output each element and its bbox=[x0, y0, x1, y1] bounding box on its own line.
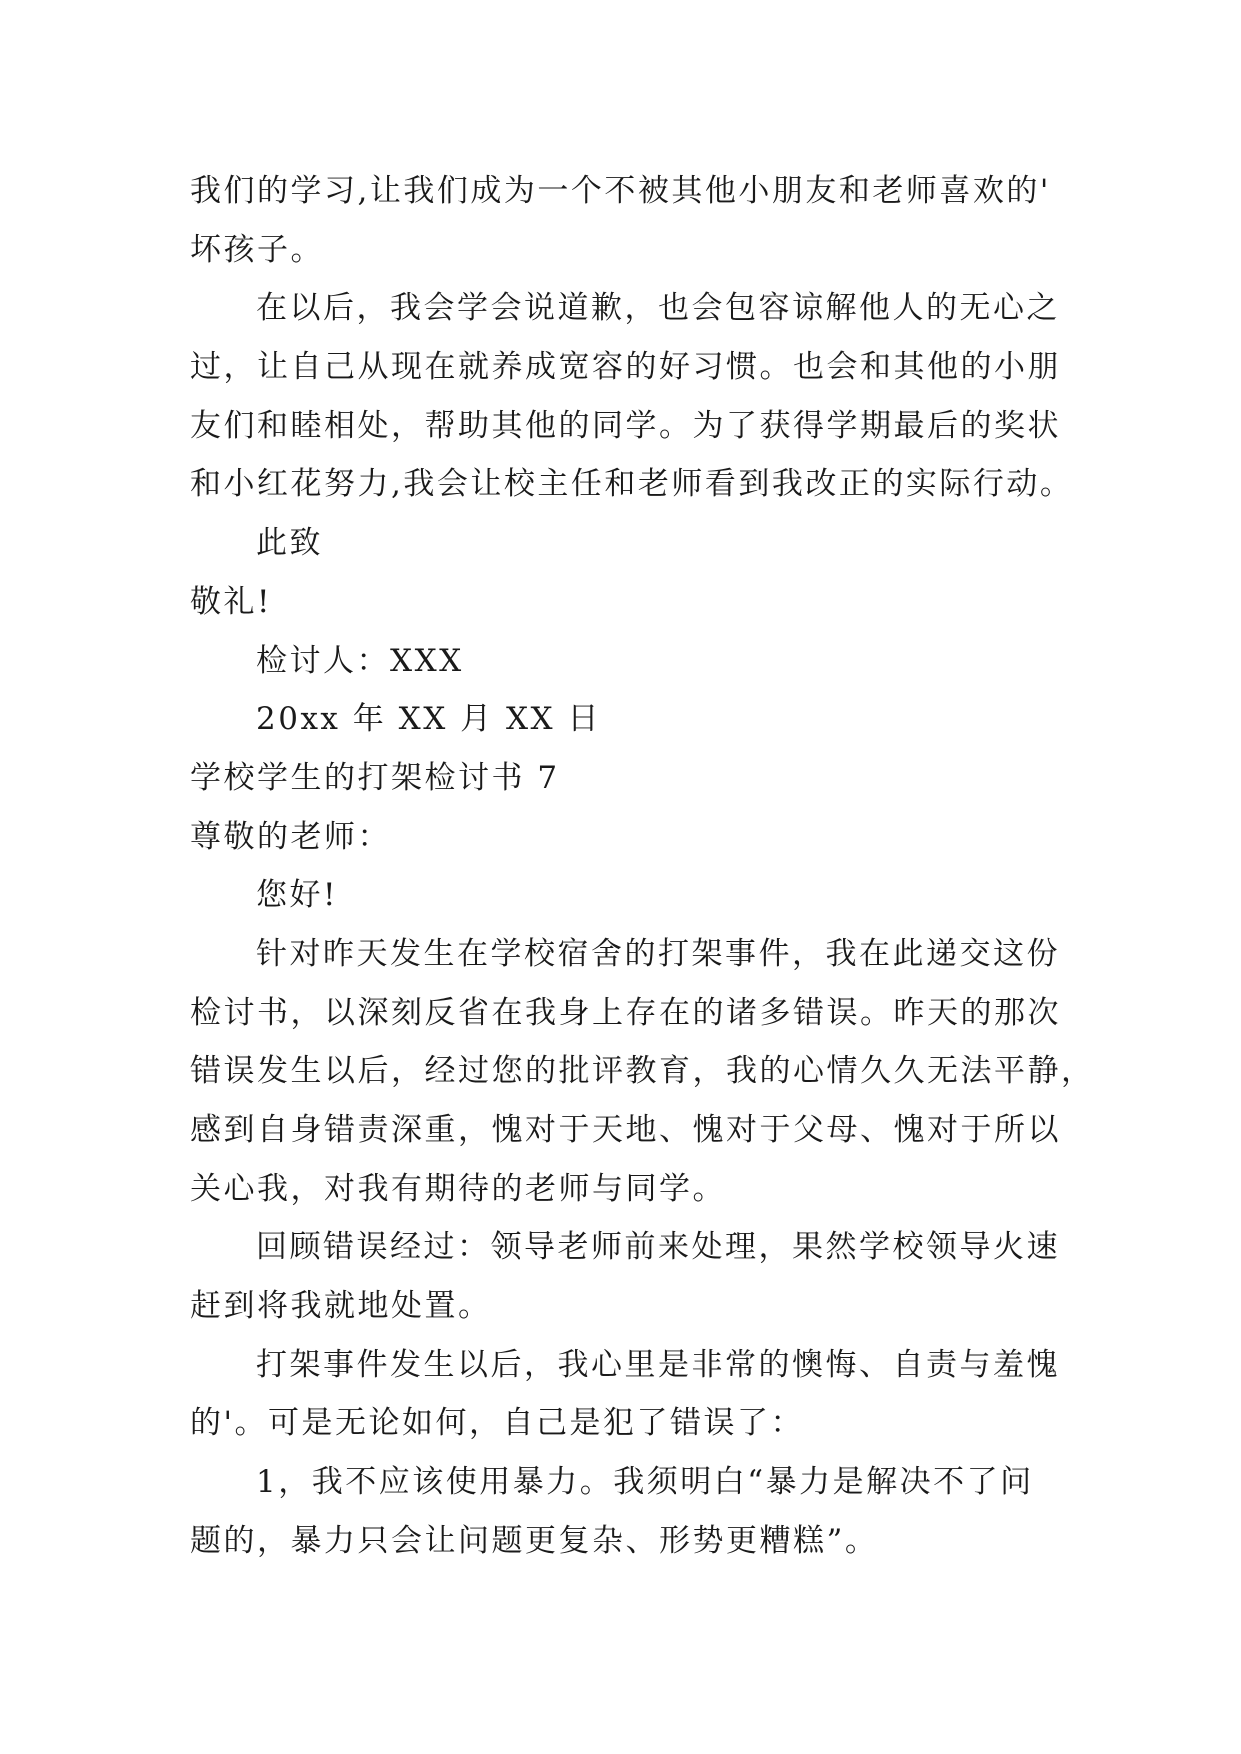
text-line: 坏孩子。 bbox=[190, 231, 324, 268]
addressee-line: 尊敬的老师： bbox=[190, 818, 391, 855]
greeting-line: 您好! bbox=[256, 877, 338, 914]
date-line: 20xx 年 XX 月 XX 日 bbox=[256, 701, 601, 738]
text-line: 我们的学习,让我们成为一个不被其他小朋友和老师喜欢的' bbox=[190, 173, 1051, 209]
text-line: 和小红花努力,我会让校主任和老师看到我改正的实际行动。 bbox=[190, 466, 1074, 503]
text-line: 关心我，对我有期待的老师与同学。 bbox=[190, 1170, 726, 1207]
text-line: 在以后，我会学会说道歉，也会包容谅解他人的无心之 bbox=[256, 290, 1060, 327]
salutation-line: 敬礼! bbox=[190, 583, 272, 620]
text-line: 感到自身错责深重，愧对于天地、愧对于父母、愧对于所以 bbox=[190, 1112, 1061, 1148]
text-line: 检讨书，以深刻反省在我身上存在的诸多错误。昨天的那次 bbox=[190, 994, 1061, 1031]
text-line: 题的，暴力只会让问题更复杂、形势更糟糕”。 bbox=[190, 1522, 879, 1559]
text-line: 过，让自己从现在就养成宽容的好习惯。也会和其他的小朋 bbox=[190, 349, 1061, 386]
section-title: 学校学生的打架检讨书 7 bbox=[190, 759, 560, 796]
text-line: 1，我不应该使用暴力。我须明白“暴力是解决不了问 bbox=[256, 1464, 1034, 1501]
text-line: 回顾错误经过：领导老师前来处理，果然学校领导火速 bbox=[256, 1229, 1060, 1266]
text-line: 的'。可是无论如何，自己是犯了错误了： bbox=[190, 1405, 805, 1442]
text-line: 错误发生以后，经过您的批评教育，我的心情久久无法平静， bbox=[190, 1053, 1095, 1090]
document-body bbox=[190, 162, 1095, 1571]
text-line: 打架事件发生以后，我心里是非常的懊悔、自责与羞愧 bbox=[256, 1346, 1060, 1383]
signature-line: 检讨人：XXX bbox=[256, 642, 464, 679]
text-line: 友们和睦相处，帮助其他的同学。为了获得学期最后的奖状 bbox=[190, 407, 1061, 444]
closing-line: 此致 bbox=[256, 525, 323, 562]
text-line: 赶到将我就地处置。 bbox=[190, 1288, 492, 1325]
text-line: 针对昨天发生在学校宿舍的打架事件，我在此递交这份 bbox=[256, 935, 1060, 972]
